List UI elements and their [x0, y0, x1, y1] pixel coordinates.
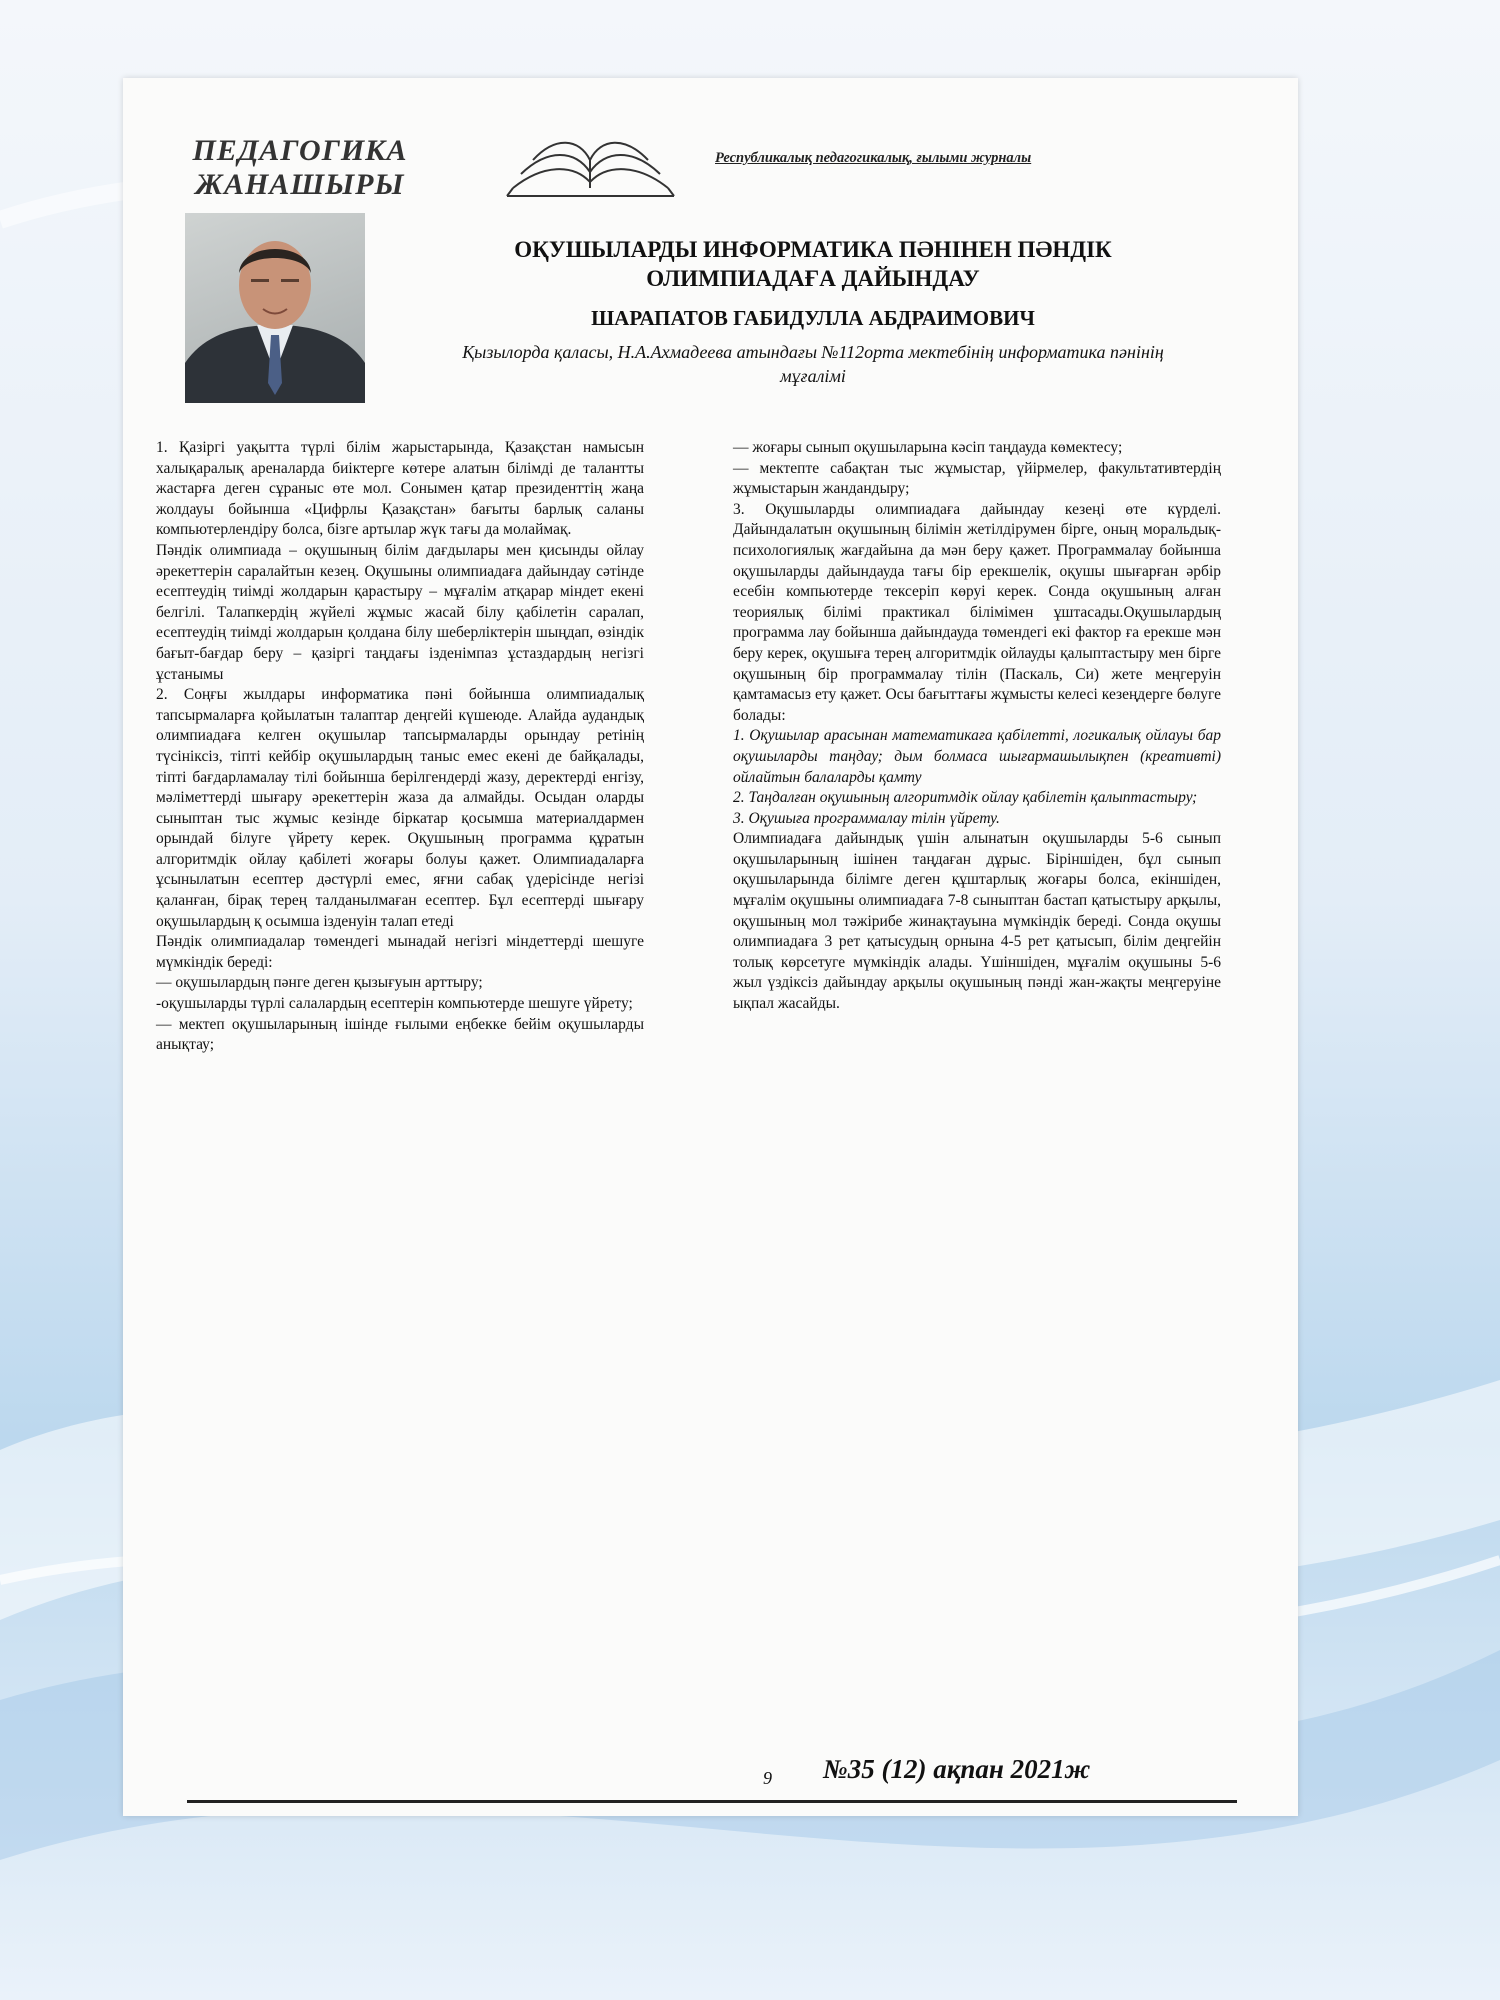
text-column-left	[156, 438, 644, 1056]
list-item: — оқушылардың пәнге деген қызығуын арттыру;	[156, 974, 483, 992]
paragraph: 3. Оқушыларды олимпиадаға дайындау кезеңі өте күрделі. Дайындалатын оқушының білімін жетілдірумен бірге, оның моральдық-психологиялық жағдайына да мән беру қажет. Программалау бойынша оқушыларды дайындауда тағы бір ерекшелік, оқушы шығарған әрбір есебін компьютерде тексеріп көруі керек. Сонда оқушының алған теориялық білімі практикал білімімен ұштасады.Оқушылардың программа лау бойынша дайындауда төмендегі екі фактор ға ерекше мән беру керек, оқушыға терең алгоритмдік ойлауды қалыптастыру мен бірге оқушының бір программалау тілін (Паскаль, Си) жете меңгеруін қамтамасыз ету қажет. Осы бағыттағы жұмысты келесі кезеңдерге бөлуге болады:	[733, 500, 1221, 724]
author-name: ШАРАПАТОВ ГАБИДУЛЛА АБДРАИМОВИЧ	[591, 306, 1035, 330]
author-affiliation: Қызылорда қаласы, Н.А.Ахмадеева атындағы №112орта мектебінің информатика пәнінің мұғалімі	[462, 342, 1164, 386]
journal-page	[123, 78, 1298, 1816]
paragraph: Олимпиадаға дайындық үшін алынатын оқушыларды 5-6 сынып оқушыларының ішінен таңдаған дұрыс. Біріншіден, бұл сынып оқушыларында білімге деген құштарлық жоғары болса, екіншіден, мұғалім оқушыны олимпиадаға 7-8 сыныптан бастап қатыстыру арқылы, оқушының мол тәжірибе жинақтауына мүмкіндік береді. Сонда оқушы олимпиадаға 3 рет қатысудың орнына 4-5 рет қатысып, білім деңгейін толық көрсетуге мүмкіндік алады. Үшіншіден, мұғалім оқушыны 5-6 жыл үздіксіз дайындау арқылы оқушының пәнді жан-жақты меңгеруіне ықпал жасайды.	[733, 830, 1221, 1013]
list-item: -оқушыларды түрлі салалардың есептерін компьютерде шешуге үйрету;	[156, 995, 633, 1013]
page-number: 9	[763, 1768, 772, 1788]
journal-subtitle: Республикалық педагогикалық, ғылыми журналы	[715, 150, 1032, 166]
paragraph: Пәндік олимпиада – оқушының білім дағдылары мен қисынды ойлау әрекеттерін саралайтын кезең. Оқушыны олимпиадаға дайындау сәтінде есептеудің тиімді жолдарын қарастыру – мұғалім атқарар міндет екені белгілі. Талапкердің жүйелі жұмыс жасай білу қабілетін саралап, есептеудің тиімді жолдарын қолдана білу шеберліктерін шыңдап, өзіндік бағыт-бағдар беру – қазіргі таңдағы ізденімпаз ұстаздардың негізгі ұстанымы	[156, 541, 644, 683]
list-item: — жоғары сынып оқушыларына кәсіп таңдауда көмектесу;	[733, 439, 1123, 456]
paragraph: 1. Қазіргі уақытта түрлі білім жарыстарында, Қазақстан намысын халықаралық ареналарда биіктерге көтере алатын білімді де талантты жастарға деген сұраныс өте мол. Сонымен қатар президенттің жаңа жолдауы бойынша «Цифрлы Қазақстан» бағыты барлық саланы компьютерлендіру болса, бізге артылар жүк тағы да молаймақ.	[156, 439, 644, 539]
list-item: 3. Оқушыға программалау тілін үйрету.	[733, 809, 1000, 827]
list-item: 2. Таңдалған оқушының алгоритмдік ойлау қабілетін қалыптастыру;	[733, 789, 1198, 807]
article-title: ОҚУШЫЛАРДЫ ИНФОРМАТИКА ПӘНІНЕН ПӘНДІК ОЛИМПИАДАҒА ДАЙЫНДАУ	[514, 237, 1112, 291]
list-item: — мектепте сабақтан тыс жұмыстар, үйірмелер, факультативтердің жұмыстарын жандандыру;	[733, 459, 1221, 498]
issue-info: №35 (12) ақпан 2021ж	[823, 1754, 1091, 1784]
paragraph: 2. Соңғы жылдары информатика пәні бойынша олимпиадалық тапсырмаларға қойылатын талаптар деңгейі күшеюде. Алайда аудандық олимпиадаға келген оқушылар тапсырмаларды орындау ретінің түсініксіз, тіпті кейбір оқушылардың таныс емес екені де байқалады, тіпті бағдарламалау тілі бойынша берілгендерді жазу, деректерді енгізу, мәліметтерді шығару әрекеттерін жаза да алмайды. Осыдан оларды сыныптан тыс жұмыс кезінде біркатар қосымша материалдармен орындай білуге үйрету керек. Оқушының программа құратын алгоритмдік ойлау қабілеті жоғары болуы қажет. Олимпиадаларға ұсынылатын есептер дәстүрлі емес, яғни сабақ үдерісінде негізі қаланған, бірақ терең талданылмаған есептер. Бұл есептерді шығару оқушылардың қ осымша ізденуін талап етеді	[156, 686, 644, 930]
journal-name: ПЕДАГОГИКА ЖАНАШЫРЫ	[192, 134, 408, 201]
author-photo	[185, 213, 365, 403]
list-item: 1. Оқушылар арасынан математикаға қабілетті, логикалық ойлауы бар оқушыларды таңдау; дым болмаса шығармашылықпен (креативті) ойлайтын балаларды қамту	[733, 727, 1221, 786]
text-column-right	[733, 438, 1221, 1015]
list-item: — мектеп оқушыларының ішінде ғылыми еңбекке бейім оқушыларды анықтау;	[156, 1015, 644, 1054]
footer-divider	[187, 1800, 1237, 1803]
open-book-icon	[503, 126, 678, 208]
paragraph: Пәндік олимпиадалар төмендегі мынадай негізгі міндеттерді шешуге мүмкіндік береді:	[156, 933, 644, 971]
